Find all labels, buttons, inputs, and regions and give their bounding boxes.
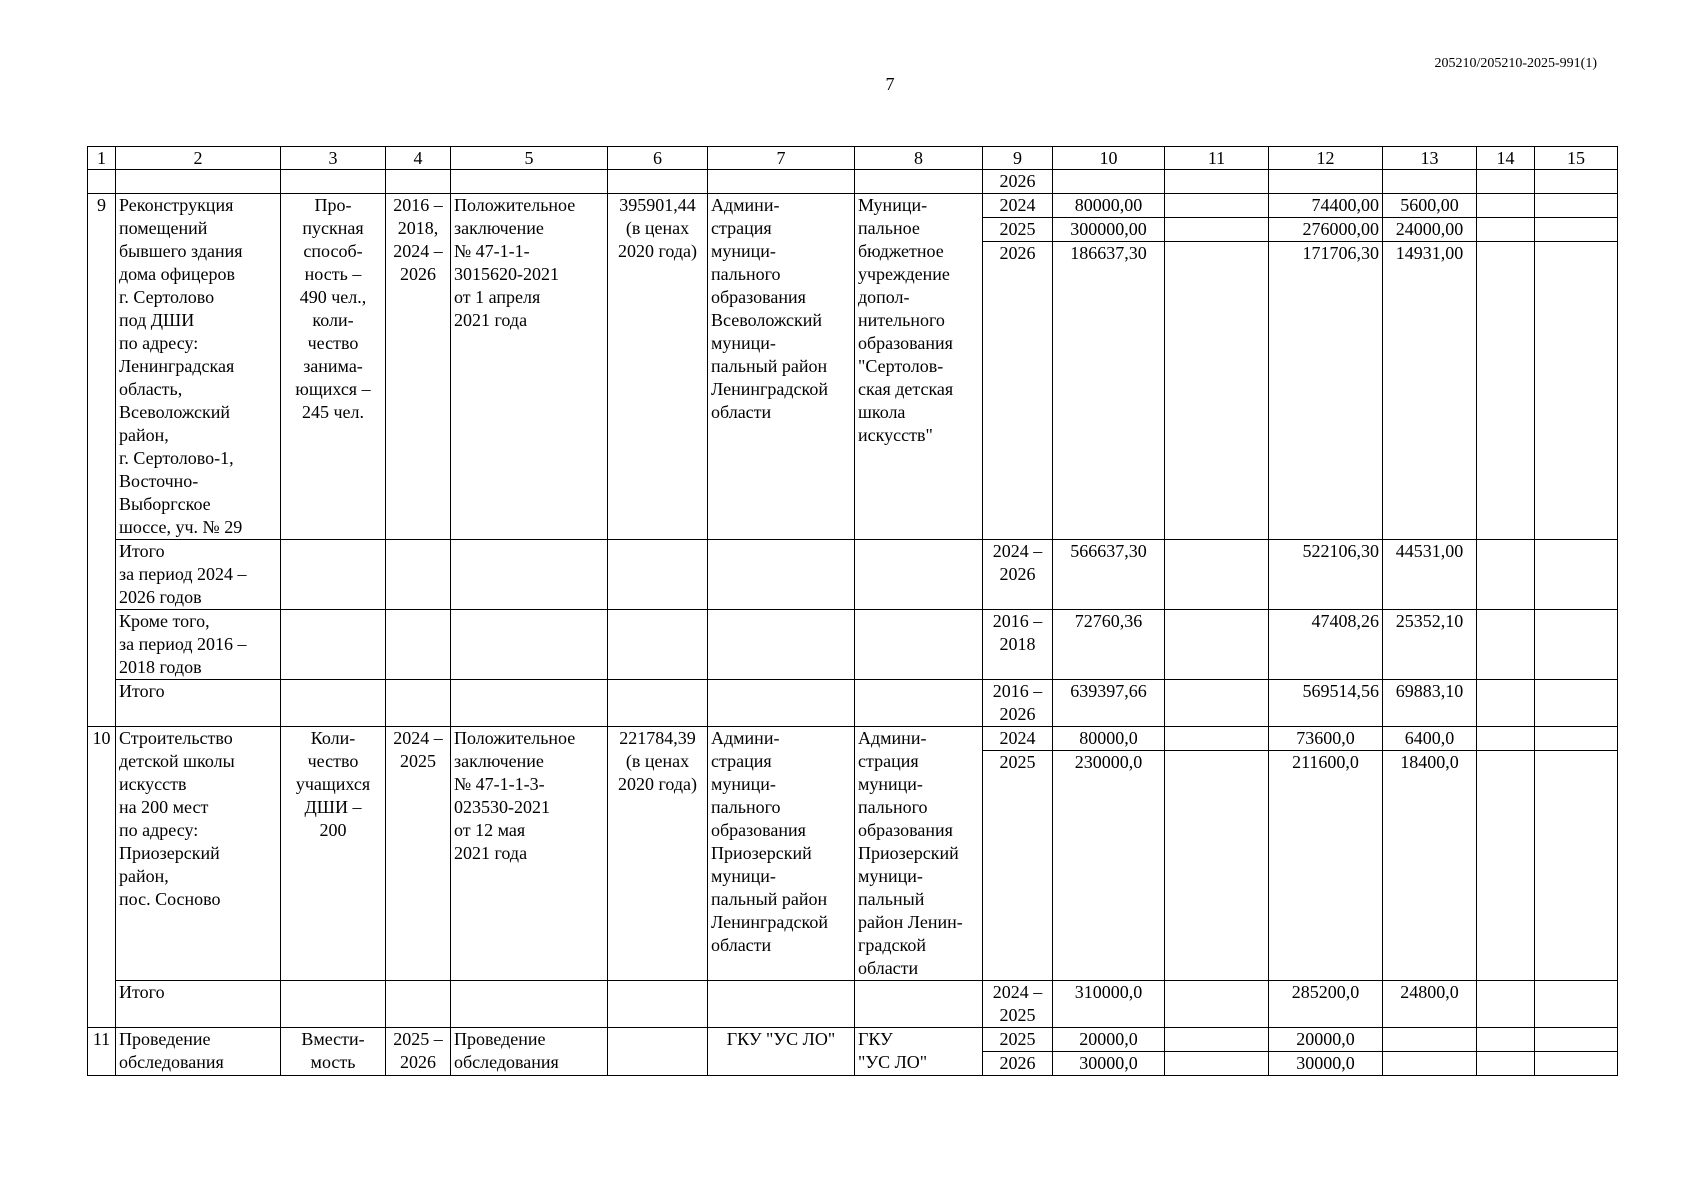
customer-cell: ГКУ "УС ЛО"	[708, 1028, 855, 1076]
total-cell: 639397,66	[1053, 680, 1165, 727]
col12-cell: 171706,30	[1269, 242, 1383, 540]
recipient-cell: ГКУ "УС ЛО"	[855, 1028, 983, 1076]
total-cell: 72760,36	[1053, 610, 1165, 680]
col-header: 13	[1383, 147, 1477, 170]
total-cell: 566637,30	[1053, 540, 1165, 610]
col13-cell: 25352,10	[1383, 610, 1477, 680]
col-header: 7	[708, 147, 855, 170]
year-cell: 2025	[983, 1028, 1053, 1052]
table-row	[88, 727, 1618, 751]
continuation-row	[88, 170, 1618, 194]
col13-cell: 14931,00	[1383, 242, 1477, 540]
investment-table	[87, 146, 1618, 1076]
subtotal-row	[88, 680, 1618, 727]
subtotal-row	[88, 610, 1618, 680]
row-number: 10	[88, 727, 116, 1028]
page-number: 7	[885, 74, 895, 94]
total-cell: 300000,00	[1053, 218, 1165, 242]
col-header: 12	[1269, 147, 1383, 170]
col-header: 15	[1535, 147, 1618, 170]
col12-cell: 73600,0	[1269, 727, 1383, 751]
recipient-cell: Админи- страция муници- пального образования Приозерский муници- пальный район Ленин- градской области	[855, 727, 983, 981]
col-header: 14	[1477, 147, 1535, 170]
col-header: 4	[386, 147, 451, 170]
col-header: 9	[983, 147, 1053, 170]
recipient-cell: Муници- пальное бюджетное учреждение допол- нительного образования "Сертолов- ская детская школа искусств"	[855, 194, 983, 540]
col-header: 1	[88, 147, 116, 170]
total-cell: 230000,0	[1053, 751, 1165, 981]
col12-cell: 276000,00	[1269, 218, 1383, 242]
col12-cell: 74400,00	[1269, 194, 1383, 218]
subtotal-label: Итого за период 2024 – 2026 годов	[116, 540, 281, 610]
subtotal-label: Кроме того, за период 2016 – 2018 годов	[116, 610, 281, 680]
col12-cell: 211600,0	[1269, 751, 1383, 981]
row-number: 9	[88, 194, 116, 727]
total-cell: 30000,0	[1053, 1052, 1165, 1076]
year-cell: 2026	[983, 170, 1053, 194]
year-cell: 2024	[983, 727, 1053, 751]
year-cell: 2024	[983, 194, 1053, 218]
table-row	[88, 1028, 1618, 1052]
capacity-cell: Вмести- мость	[281, 1028, 386, 1076]
row-number: 11	[88, 1028, 116, 1076]
period-cell: 2025 – 2026	[386, 1028, 451, 1076]
col-header: 11	[1165, 147, 1269, 170]
subtotal-label: Итого	[116, 680, 281, 727]
customer-cell: Админи- страция муници- пального образования Приозерский муници- пальный район Ленинградской области	[708, 727, 855, 981]
subtotal-row	[88, 540, 1618, 610]
col12-cell: 569514,56	[1269, 680, 1383, 727]
total-cell: 186637,30	[1053, 242, 1165, 540]
subtotal-label: Итого	[116, 981, 281, 1028]
col12-cell: 285200,0	[1269, 981, 1383, 1028]
col13-cell: 44531,00	[1383, 540, 1477, 610]
col-header: 3	[281, 147, 386, 170]
conclusion-cell: Проведение обследования	[451, 1028, 608, 1076]
col12-cell: 30000,0	[1269, 1052, 1383, 1076]
column-number-row	[88, 147, 1618, 170]
subtotal-row	[88, 981, 1618, 1028]
project-name: Проведение обследования	[116, 1028, 281, 1076]
year-cell: 2025	[983, 751, 1053, 981]
document-id: 205210/205210-2025-991(1)	[1434, 56, 1597, 71]
total-cell: 20000,0	[1053, 1028, 1165, 1052]
col-header: 10	[1053, 147, 1165, 170]
col-header: 2	[116, 147, 281, 170]
total-cell: 310000,0	[1053, 981, 1165, 1028]
year-cell: 2026	[983, 242, 1053, 540]
year-cell: 2016 – 2026	[983, 680, 1053, 727]
col13-cell: 24800,0	[1383, 981, 1477, 1028]
col12-cell: 522106,30	[1269, 540, 1383, 610]
year-cell: 2026	[983, 1052, 1053, 1076]
capacity-cell: Про- пускная способ- ность – 490 чел., коли- чество занима- ющихся – 245 чел.	[281, 194, 386, 540]
cost-cell: 395901,44 (в ценах 2020 года)	[608, 194, 708, 540]
table-row	[88, 194, 1618, 218]
col13-cell: 24000,00	[1383, 218, 1477, 242]
year-cell: 2016 – 2018	[983, 610, 1053, 680]
project-name: Реконструкция помещений бывшего здания дома офицеров г. Сертолово под ДШИ по адресу: Ленинградская область, Всеволожский район, г. Сертолово-1, Восточно- Выборгское шоссе, уч. № 29	[116, 194, 281, 540]
period-cell: 2016 – 2018, 2024 – 2026	[386, 194, 451, 540]
customer-cell: Админи- страция муници- пального образования Всеволожский муници- пальный район Ленинградской области	[708, 194, 855, 540]
year-cell: 2024 – 2026	[983, 540, 1053, 610]
col13-cell: 69883,10	[1383, 680, 1477, 727]
col-header: 8	[855, 147, 983, 170]
year-cell: 2025	[983, 218, 1053, 242]
period-cell: 2024 – 2025	[386, 727, 451, 981]
col13-cell: 18400,0	[1383, 751, 1477, 981]
col13-cell: 5600,00	[1383, 194, 1477, 218]
total-cell: 80000,0	[1053, 727, 1165, 751]
total-cell: 80000,00	[1053, 194, 1165, 218]
col13-cell: 6400,0	[1383, 727, 1477, 751]
col-header: 5	[451, 147, 608, 170]
col12-cell: 20000,0	[1269, 1028, 1383, 1052]
col12-cell: 47408,26	[1269, 610, 1383, 680]
year-cell: 2024 – 2025	[983, 981, 1053, 1028]
project-name: Строительство детской школы искусств на 200 мест по адресу: Приозерский район, пос. Сосново	[116, 727, 281, 981]
capacity-cell: Коли- чество учащихся ДШИ – 200	[281, 727, 386, 981]
conclusion-cell: Положительное заключение № 47-1-1-3- 023530-2021 от 12 мая 2021 года	[451, 727, 608, 981]
cost-cell: 221784,39 (в ценах 2020 года)	[608, 727, 708, 981]
conclusion-cell: Положительное заключение № 47-1-1- 3015620-2021 от 1 апреля 2021 года	[451, 194, 608, 540]
col-header: 6	[608, 147, 708, 170]
